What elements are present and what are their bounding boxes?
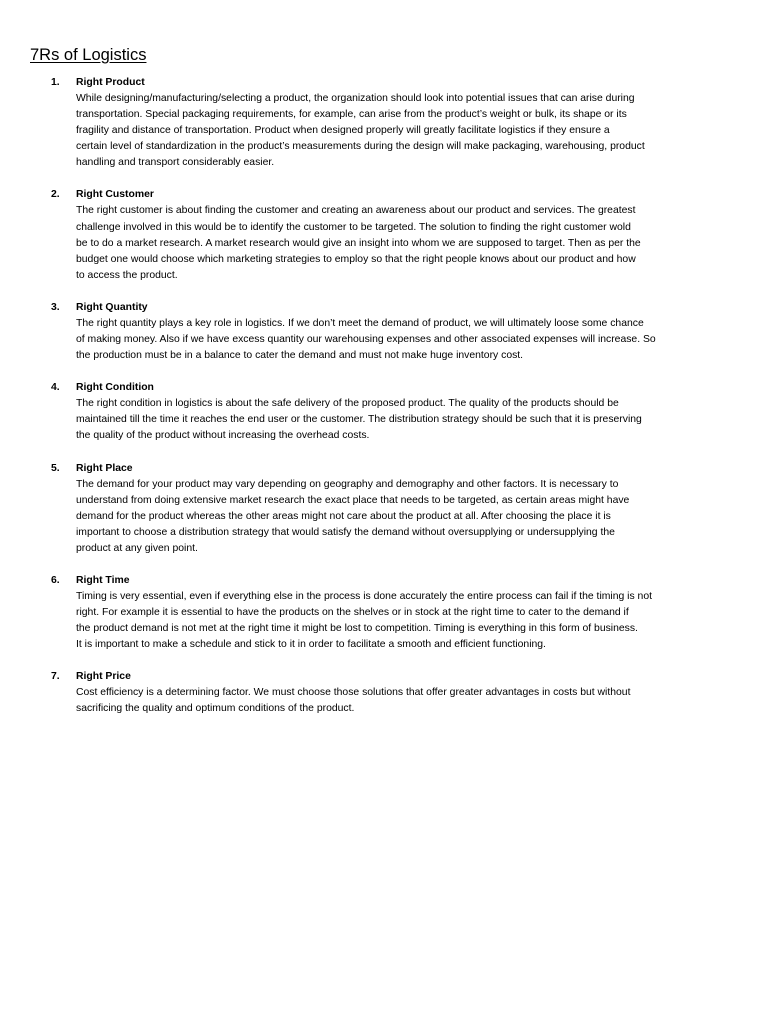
list-item-body	[76, 589, 734, 653]
list-item-heading: Right Quantity	[76, 301, 148, 313]
body-text-line: The demand for your product may vary depending on geography and demography and other factors. It is necessary to	[76, 478, 619, 490]
body-text-line: product at any given point.	[76, 542, 198, 554]
list-item	[0, 187, 768, 283]
list-item-body	[76, 396, 734, 444]
body-text-line: to access the product.	[76, 269, 178, 281]
body-text-line: fragility and distance of transportation. Product when designed properly will greatly facilitate logistics if they ensure a	[76, 125, 610, 137]
list-item-body	[76, 203, 734, 283]
list-item	[0, 669, 768, 717]
list-item-number: 6.	[51, 574, 60, 586]
body-text-line: right. For example it is essential to have the products on the shelves or in stock at the right time to cater to the demand if	[76, 607, 629, 619]
list-item-number: 1.	[51, 77, 60, 88]
body-text-line: The right quantity plays a key role in logistics. If we don’t meet the demand of product, we will ultimately loose some chance	[76, 317, 644, 329]
list-item-body	[76, 316, 734, 364]
body-text-line: the production must be in a balance to cater the demand and must not make huge inventory cost.	[76, 350, 524, 362]
list-item-heading: Right Time	[76, 574, 130, 586]
list-item-number: 4.	[51, 382, 60, 394]
body-text-line: of making money. Also if we have excess quantity our warehousing expenses and other associated expenses will increase. So	[76, 334, 656, 346]
body-text-line: handling and transport considerably easier.	[76, 157, 275, 169]
list-item-heading: Right Place	[76, 462, 133, 474]
body-text-line: be to do a market research. A market research would give an insight into whom we are supposed to target. Then as per the	[76, 237, 641, 249]
body-text-line: the quality of the product without increasing the overhead costs.	[76, 430, 370, 442]
body-text-line: certain level of standardization in the product’s measurements during the design will make packaging, warehousing, product	[76, 141, 645, 153]
body-text-line: The right condition in logistics is about the safe delivery of the proposed product. The quality of the products should be	[76, 398, 619, 410]
numbered-list	[0, 75, 768, 734]
body-text-line: Cost efficiency is a determining factor. We must choose those solutions that offer greater advantages in costs but without	[76, 687, 631, 699]
list-item	[0, 380, 768, 444]
list-item	[0, 75, 768, 171]
body-text-line: important to choose a distribution strategy that would satisfy the demand without oversupplying or undersupplying the	[76, 526, 615, 538]
list-item-body	[76, 685, 734, 717]
list-item-heading: Right Customer	[76, 189, 154, 201]
list-item-number: 3.	[51, 301, 60, 313]
list-item	[0, 461, 768, 557]
list-item-heading: Right Product	[76, 77, 145, 88]
body-text-line: The right customer is about finding the customer and creating an awareness about our product and services. The greatest	[76, 205, 636, 217]
list-item-number: 7.	[51, 671, 60, 683]
list-item-number: 2.	[51, 189, 60, 201]
list-item-body	[76, 477, 734, 557]
body-text-line: maintained till the time it reaches the end user or the customer. The distribution strategy should be such that it is preserving	[76, 414, 642, 426]
document-title: 7Rs of Logistics	[30, 46, 147, 64]
list-item-number: 5.	[51, 462, 60, 474]
list-item-heading: Right Price	[76, 671, 131, 683]
body-text-line: demand for the product whereas the other areas might not care about the product at all. After choosing the place it is	[76, 510, 611, 522]
list-item	[0, 300, 768, 364]
body-text-line: It is important to make a schedule and stick to it in order to facilitate a smooth and efficient functioning.	[76, 639, 546, 651]
body-text-line: While designing/manufacturing/selecting a product, the organization should look into potential issues that can arise during	[76, 93, 635, 104]
body-text-line: budget one would choose which marketing strategies to employ so that the right people knows about our product and how	[76, 253, 636, 265]
body-text-line: challenge involved in this would be to identify the customer to be targeted. The solution to finding the right customer wold	[76, 221, 631, 233]
list-item-heading: Right Condition	[76, 382, 154, 394]
list-item	[0, 573, 768, 653]
body-text-line: sacrificing the quality and optimum conditions of the product.	[76, 703, 355, 715]
body-text-line: understand from doing extensive market research the exact place that needs to be targeted, as certain areas might have	[76, 494, 630, 506]
body-text-line: the product demand is not met at the right time it might be lost to competition. Timing is everything in this form of business.	[76, 623, 638, 635]
list-item-body	[76, 91, 734, 171]
body-text-line: transportation. Special packaging requirements, for example, can arise from the product’s weight or bulk, its shape or its	[76, 109, 627, 121]
body-text-line: Timing is very essential, even if everything else in the process is done accurately the entire process can fail if the timing is not	[76, 590, 652, 602]
